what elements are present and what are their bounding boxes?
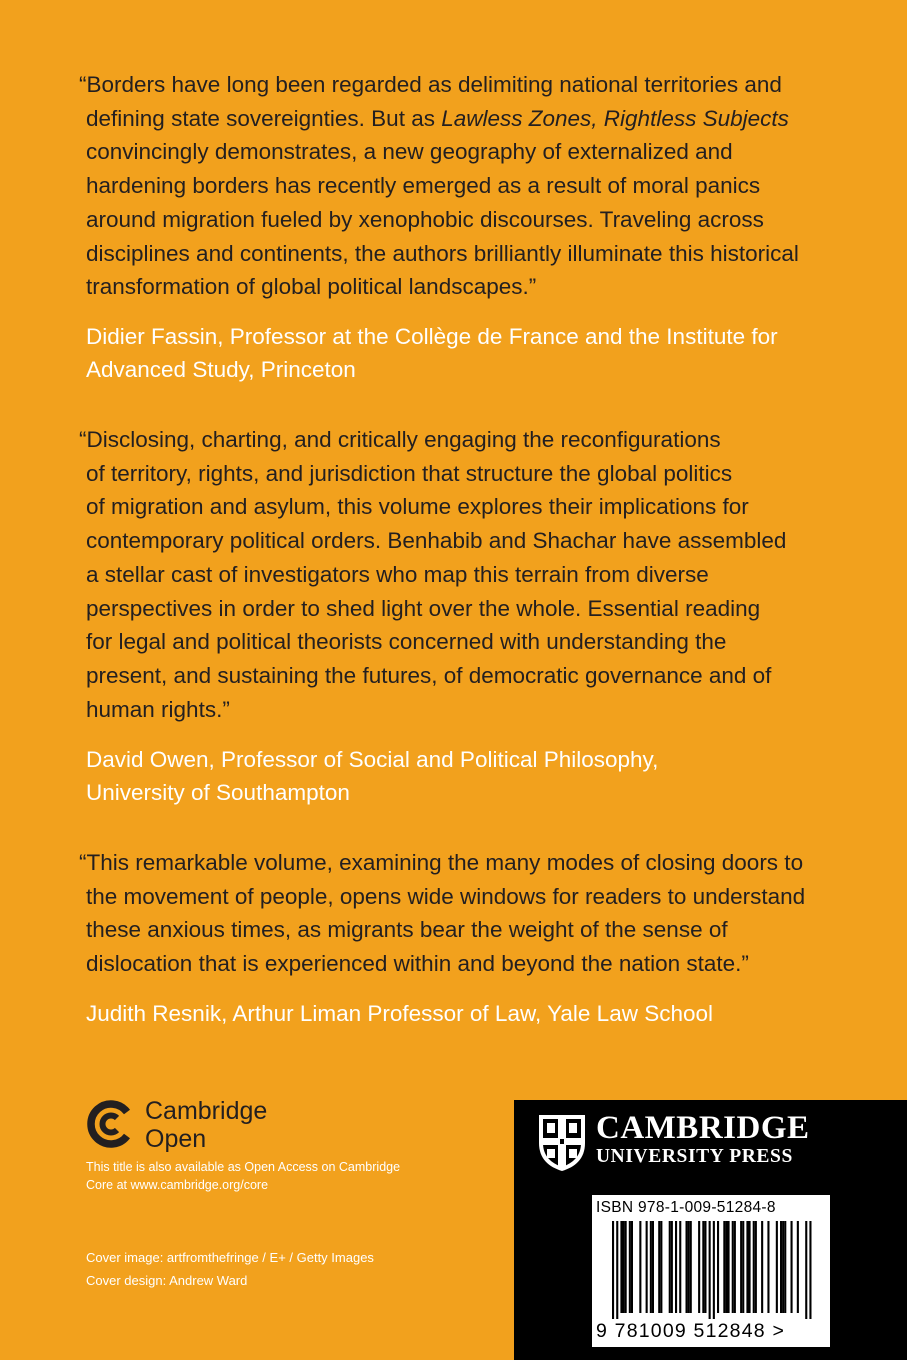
barcode-bar <box>650 1221 652 1313</box>
publisher-name-line2: UNIVERSITY PRESS <box>596 1146 793 1167</box>
cambridge-open-logo <box>84 1096 384 1156</box>
barcode-bar <box>728 1221 730 1313</box>
quote-line: present, and sustaining the futures, of democratic governance and of <box>86 662 772 688</box>
barcode-bar <box>717 1221 719 1313</box>
barcode-bar <box>780 1221 782 1313</box>
barcode-digits: 9 781009 512848 > <box>596 1320 786 1342</box>
attribution-fassin <box>86 320 846 386</box>
quote-line: contemporary political orders. Benhabib and Shachar have assembled <box>86 528 787 554</box>
attribution-line: Judith Resnik, Arthur Liman Professor of Law, Yale Law School <box>86 1001 714 1026</box>
barcode-bar <box>660 1221 662 1313</box>
attribution-owen <box>86 743 846 809</box>
barcode-bar <box>753 1221 755 1313</box>
barcode-bar <box>725 1221 727 1313</box>
barcode-bar <box>652 1221 654 1313</box>
barcode-bar <box>761 1221 763 1313</box>
barcode-bar <box>791 1221 793 1313</box>
barcode-bar <box>767 1221 769 1313</box>
barcode-bar <box>690 1221 692 1313</box>
barcode-bar <box>805 1221 807 1319</box>
attribution-line: Didier Fassin, Professor at the Collège de France and the Institute for <box>86 324 778 349</box>
quote-line: around migration fueled by xenophobic discourses. Traveling across <box>86 206 764 232</box>
quote-line: “Borders have long been regarded as delimiting national territories and <box>79 72 782 97</box>
quote-resnik <box>79 846 846 981</box>
book-title: Lawless Zones, Rightless Subjects <box>441 105 789 131</box>
barcode-bar <box>732 1221 734 1313</box>
barcode-bar <box>746 1221 748 1313</box>
barcode-bar <box>658 1221 660 1313</box>
barcode-bar <box>749 1221 751 1313</box>
quote-line: perspectives in order to shed light over the whole. Essential reading <box>86 595 761 621</box>
barcode-bar <box>698 1221 700 1313</box>
isbn-barcode <box>592 1195 830 1347</box>
barcode-bar <box>646 1221 648 1313</box>
attribution-line: Advanced Study, Princeton <box>86 357 356 382</box>
barcode-bar <box>620 1221 622 1313</box>
quote-line: human rights.” <box>86 696 230 722</box>
barcode-bar <box>629 1221 631 1313</box>
barcode-bar <box>740 1221 742 1313</box>
barcode-bar <box>625 1221 627 1313</box>
barcode-bar <box>671 1221 673 1313</box>
barcode-bar <box>809 1221 811 1319</box>
barcode-bar <box>709 1221 711 1319</box>
barcode-bar <box>669 1221 671 1313</box>
barcode-bar <box>675 1221 677 1313</box>
quote-line: dislocation that is experienced within and beyond the nation state.” <box>86 951 749 977</box>
barcode-bar <box>631 1221 633 1313</box>
quote-line: these anxious times, as migrants bear the weight of the sense of <box>86 917 728 943</box>
quote-line: “Disclosing, charting, and critically engaging the reconfigurations <box>79 427 721 452</box>
publisher-panel <box>514 1100 907 1360</box>
quote-line-part: defining state sovereignties. But as <box>86 105 442 131</box>
barcode-bar <box>702 1221 704 1313</box>
barcode-bar <box>782 1221 784 1313</box>
barcode-bar <box>784 1221 786 1313</box>
barcode-bars <box>592 1221 830 1319</box>
quote-line: the movement of people, opens wide windows for readers to understand <box>86 883 806 909</box>
barcode-bar <box>639 1221 641 1313</box>
attribution-line: David Owen, Professor of Social and Political Philosophy, <box>86 747 659 772</box>
quote-line: of territory, rights, and jurisdiction that structure the global politics <box>86 460 733 486</box>
barcode-bar <box>616 1221 618 1319</box>
barcode-bar <box>734 1221 736 1313</box>
quote-line: convincingly demonstrates, a new geography of externalized and <box>86 139 733 165</box>
open-access-note: This title is also available as Open Access on Cambridge Core at www.cambridge.org/core <box>86 1160 401 1192</box>
cambridge-open-logo-icon <box>84 1098 136 1150</box>
barcode-bar <box>623 1221 625 1313</box>
quote-line-with-title <box>86 102 846 136</box>
university-crest-icon <box>537 1113 587 1173</box>
quote-line: hardening borders has recently emerged as a result of moral panics <box>86 173 761 199</box>
cambridge-open-wordmark: Cambridge Open <box>145 1097 268 1153</box>
barcode-bar <box>704 1221 706 1313</box>
quote-line: a stellar cast of investigators who map this terrain from diverse <box>86 561 709 587</box>
barcode-bar <box>686 1221 688 1313</box>
attribution-line: University of Southampton <box>86 780 350 805</box>
quote-line: for legal and political theorists concerned with understanding the <box>86 629 727 655</box>
publisher-name <box>596 1110 810 1168</box>
barcode-bar <box>723 1221 725 1313</box>
quote-fassin <box>79 68 846 304</box>
cover-design-credit: Cover design: Andrew Ward <box>86 1273 248 1288</box>
barcode-bar <box>797 1221 799 1313</box>
quote-line: disciplines and continents, the authors brilliantly illuminate this historical <box>86 240 799 266</box>
cover-image-credit: Cover image: artfromthefringe / E+ / Getty Images <box>86 1250 374 1265</box>
isbn-label: ISBN 978-1-009-51284-8 <box>596 1199 776 1216</box>
attribution-resnik <box>86 997 846 1030</box>
quote-line: transformation of global political landscapes.” <box>86 274 537 300</box>
quote-line: of migration and asylum, this volume explores their implications for <box>86 494 749 520</box>
quote-owen <box>79 423 846 726</box>
barcode-bar <box>742 1221 744 1313</box>
barcode-bar <box>688 1221 690 1313</box>
publisher-name-line1: CAMBRIDGE <box>596 1110 810 1146</box>
barcode-bar <box>679 1221 681 1313</box>
quote-line: “This remarkable volume, examining the many modes of closing doors to <box>79 850 804 875</box>
barcode-bar <box>612 1221 614 1319</box>
barcode-bar <box>776 1221 778 1313</box>
barcode-bar <box>713 1221 715 1319</box>
barcode-bar <box>755 1221 757 1313</box>
